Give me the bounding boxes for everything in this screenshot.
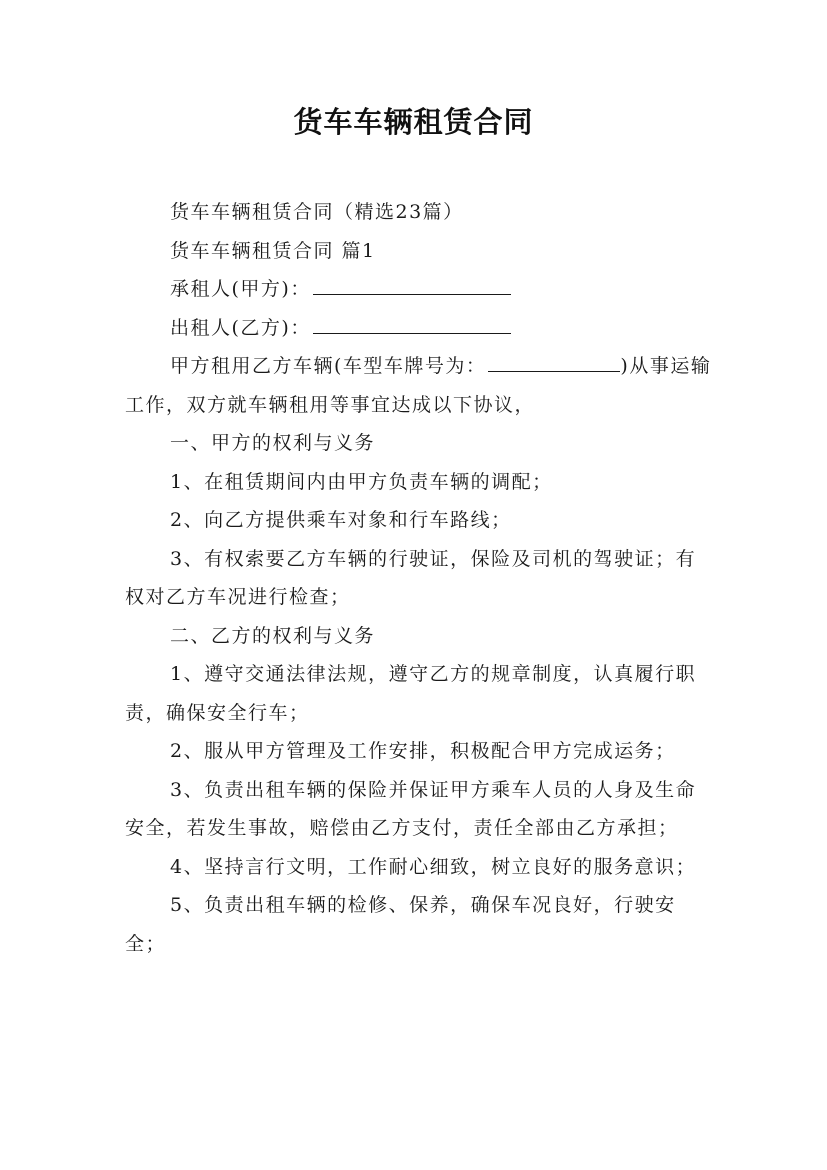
document-body	[125, 193, 715, 963]
paragraph-lessor	[125, 309, 715, 348]
paragraph-intro	[125, 347, 715, 424]
paragraph-b-item-3: 3、负责出租车辆的保险并保证甲方乘车人员的人身及生命安全，若发生事故，赔偿由乙方支付，责任全部由乙方承担；	[125, 778, 697, 839]
lessee-blank-line	[313, 271, 511, 295]
paragraph-b-item-2: 2、服从甲方管理及工作安排，积极配合甲方完成运务；	[170, 740, 676, 762]
lessor-label: 出租人(乙方)：	[170, 316, 311, 339]
paragraph-b-item-1: 1、遵守交通法律法规，遵守乙方的规章制度，认真履行职责，确保安全行车；	[125, 663, 697, 724]
paragraph-section-heading: 货车车辆租赁合同 篇1	[170, 239, 376, 262]
paragraph-lessee	[125, 270, 715, 309]
intro-text-end: )从事运输工作，双方就车辆租用等事宜达成以下协议，	[125, 355, 712, 416]
paragraph-subtitle: 货车车辆租赁合同（精选23篇）	[170, 201, 464, 223]
paragraph-b-item-4: 4、坚持言行文明，工作耐心细致，树立良好的服务意识；	[170, 855, 697, 878]
paragraph-b-item-5: 5、负责出租车辆的检修、保养，确保车况良好，行驶安全；	[125, 894, 676, 955]
paragraph-party-b-heading: 二、乙方的权利与义务	[170, 624, 376, 647]
plate-number-blank-line	[488, 348, 620, 372]
lessee-label: 承租人(甲方)：	[170, 278, 311, 300]
intro-text-start: 甲方租用乙方车辆(车型车牌号为：	[170, 355, 487, 377]
lessor-blank-line	[313, 310, 511, 334]
paragraph-party-a-heading: 一、甲方的权利与义务	[170, 432, 376, 454]
paragraph-a-item-1: 1、在租赁期间内由甲方负责车辆的调配；	[170, 470, 553, 493]
paragraph-a-item-3: 3、有权索要乙方车辆的行驶证，保险及司机的驾驶证；有权对乙方车况进行检查；	[125, 547, 697, 608]
paragraph-a-item-2: 2、向乙方提供乘车对象和行车路线；	[170, 509, 512, 531]
document-title: 货车车辆租赁合同	[293, 105, 534, 139]
